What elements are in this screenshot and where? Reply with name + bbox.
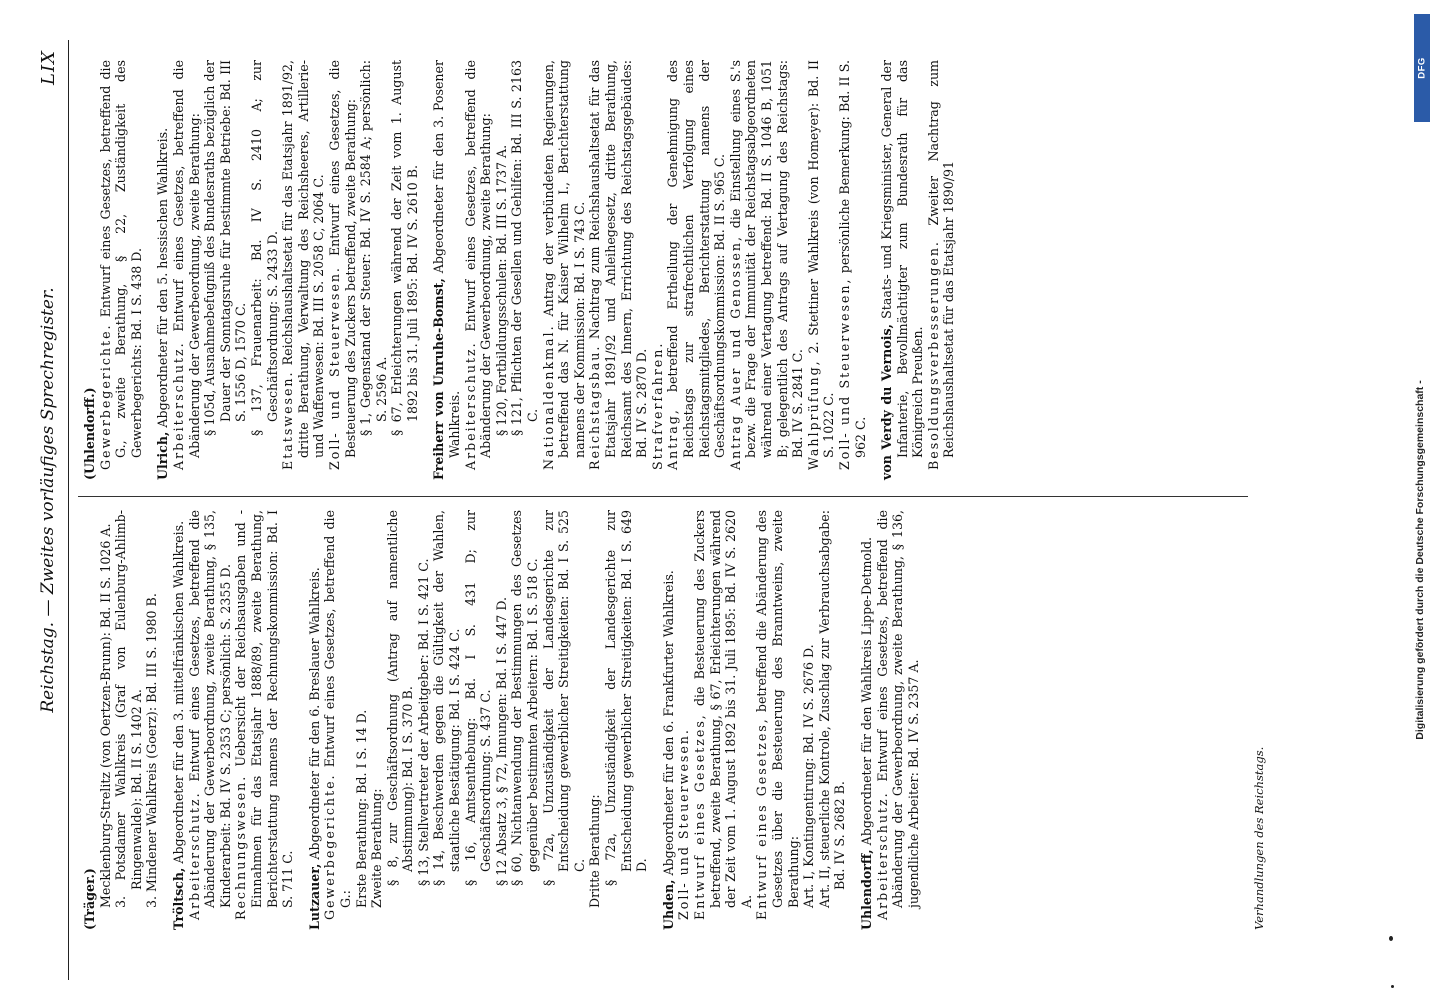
reference-text: Zweite Berathung: xyxy=(369,788,385,908)
reference-text: § 14, Beschwerden gegen die Gültigkeit der Wahlen, staatliche Bestätigung: Bd. I S. 424 C. xyxy=(431,510,463,886)
scan-speck xyxy=(1391,985,1394,988)
reference-text: Art. II, steuerliche Kontrole, Zuschlag zur Verbrauchsabgabe: Bd. IV S. 2682 B. xyxy=(816,510,848,908)
reference-line xyxy=(587,510,603,930)
topic-line xyxy=(233,510,295,930)
topic-title: Arbeiterschutz. xyxy=(170,341,186,470)
dfg-logo xyxy=(1414,14,1430,122)
reference-text: Uebersicht der Reichsausgaben und -Einnahmen für das Etatsjahr 1888/89, zweite Berathung, Berichterstattung namens der Rechnungskommission: Bd. I S. 711 C. xyxy=(233,510,296,908)
topic-title: Etatswesen. xyxy=(280,370,296,470)
topic-title: Gewerbegerichte. xyxy=(97,323,113,470)
register-entry xyxy=(171,510,296,930)
entry-heading xyxy=(431,60,462,480)
reference-text: betreffend die Abänderung des Gesetzes über die Besteuerung des Branntweins, zweite Berathung: xyxy=(754,510,801,908)
reference-line xyxy=(385,510,416,930)
topic-line xyxy=(875,510,922,930)
reference-text: 3. Mindener Wahlkreis (Goerz): Bd. III S. 1980 B. xyxy=(144,593,160,908)
topic-line xyxy=(754,510,801,930)
reference-text: 2. Stettiner Wahlkreis (von Homeyer): Bd. II S. 1022 C. xyxy=(805,60,837,458)
entry-heading xyxy=(661,510,677,930)
reference-text: § 12 Absatz 3, § 72, Innungen: Bd. I S. 447 D. xyxy=(493,597,509,886)
reference-text: betreffend Ertheilung der Genehmigung des Reichstags zur strafrechtlichen Verfolgung eines Reichstagsmitgliedes, Berichterstattung namens der Geschäftsordnungskommission: Bd. II S. 965 C. xyxy=(665,60,728,458)
reference-line xyxy=(463,510,494,930)
speaker-name: (Uhlendorff.) xyxy=(82,387,97,480)
reference-text: die Einstellung eines S.'s bezw. die Frage der Immunität der Reichstagsabgeordneten während einer Vertagung betreffend: Bd. II S. 1046 B, 1051 B; gelegentlich des Antrags auf Vertagung des Reichstags: Bd. IV S. 2841 C. xyxy=(727,60,806,458)
reference-text: § 105d, Ausnahmebefugniß des Bundesraths bezüglich der Dauer der Sonntagsruhe für bestimmte Betriebe: Bd. III S. 1556 D, 1570 C. xyxy=(202,60,249,436)
reference-text: Entwurf eines Gesetzes, betreffend die G.: xyxy=(322,510,353,908)
reference-text: Entwurf eines Gesetzes, die Besteuerung des Zuckers betreffend, zweite Berathung: xyxy=(326,59,358,458)
topic-line xyxy=(463,60,494,480)
topic-title: Zoll- und Steuerwesen. xyxy=(676,728,692,920)
topic-line xyxy=(98,60,145,480)
right-column xyxy=(82,60,968,480)
reference-line xyxy=(389,60,420,480)
reference-line xyxy=(416,510,432,930)
speaker-name: Uhlendorff, xyxy=(858,849,874,930)
reference-line xyxy=(431,510,462,930)
topic-title: Zoll- und Steuerwesen. xyxy=(326,266,342,470)
topic-line xyxy=(837,60,868,480)
reference-line xyxy=(369,510,385,930)
reference-text: Zweiter Nachtrag zum Reichshaushaltsetat für das Etatsjahr 1890/91 xyxy=(925,60,957,458)
topic-title: Antrag, xyxy=(665,408,681,470)
register-entry xyxy=(859,510,921,930)
topic-line xyxy=(322,510,353,930)
entry-heading xyxy=(155,60,171,480)
speaker-description: Staats- und Kriegsminister, General der Infanterie, Bevollmächtigter zum Bundesrath für das Königreich Preußen. xyxy=(879,60,926,458)
reference-text: Nachtrag zum Reichshaushaltsetat für das Etatsjahr 1891/92 und Anleihegesetz, dritte Berathung, Reichsamt des Innern, Errichtung des Reichstagsgebäudes: Bd. IV S. 2870 D. xyxy=(587,60,650,458)
topic-title: Arbeiterschutz. xyxy=(186,791,202,920)
speaker-description: Abgeordneter für den 5. hessischen Wahlkreis. xyxy=(155,127,171,432)
topic-line xyxy=(806,60,837,480)
reference-text: § 13, Stellvertreter der Arbeitgeber: Bd. I S. 421 C. xyxy=(415,558,431,886)
topic-line xyxy=(280,60,327,480)
reference-line xyxy=(144,510,160,930)
topic-line xyxy=(587,60,649,480)
credit-text: Digitalisierung gefördert durch die Deutsche Forschungsgemeinschaft - xyxy=(1414,380,1426,740)
column-divider xyxy=(78,496,1248,497)
reference-text: 3. Potsdamer Wahlkreis (Graf von Eulenburg-Ahlimb-Ringenwalde): Bd. II S. 1402 A. xyxy=(113,510,144,908)
reference-line xyxy=(817,510,848,930)
speaker-name: Ulrich, xyxy=(155,431,171,480)
topic-title: Besoldungsverbesserungen. xyxy=(925,240,941,470)
register-entry xyxy=(82,510,160,930)
topic-title: Antrag Auer und Genossen, xyxy=(727,235,743,470)
reference-line xyxy=(494,510,510,930)
register-entry xyxy=(431,60,868,480)
speaker-description: Abgeordneter für den 3. mittelfränkischen Wahlkreis. xyxy=(170,520,186,868)
topic-title: Nationaldenkmal. xyxy=(540,324,556,470)
reference-text: Entwurf eines Gesetzes, betreffend die G., zweite Berathung, § 22, Zuständigkeit des Gewerbegerichts: Bd. I S. 438 D. xyxy=(97,60,144,458)
reference-text: § 1, Gegenstand der Steuer: Bd. IV S. 2584 A; persönlich: S. 2596 A. xyxy=(358,60,389,436)
page-number: LIX xyxy=(38,50,59,85)
entry-heading xyxy=(82,510,98,930)
digitization-credit xyxy=(1408,130,1432,990)
speaker-name: Tröltsch, xyxy=(170,867,186,930)
topic-line xyxy=(650,60,666,480)
speaker-name: (Träger.) xyxy=(82,868,97,930)
reference-text: § 16, Amtsenthebung: Bd. I S. 431 D; zur Geschäftsordnung: S. 437 C. xyxy=(462,510,494,886)
topic-line xyxy=(926,60,957,480)
reference-text: § 72a, Unzuständigkeit der Landesgerichte zur Entscheidung gewerblicher Streitigkeiten: Bd. I S. 525 C. xyxy=(540,510,587,886)
entry-heading xyxy=(171,510,187,930)
topic-line xyxy=(676,510,692,930)
topic-title: Reichstagsbau. xyxy=(587,344,603,470)
reference-text: Erste Berathung: Bd. I S. 14 D. xyxy=(353,709,369,908)
reference-line xyxy=(509,510,540,930)
reference-text: Antrag der verbündeten Regierungen, betreffend das N. für Kaiser Wilhelm I., Berichterstattung namens der Kommission: Bd. I S. 743 C. xyxy=(540,60,587,458)
reference-line xyxy=(354,510,370,930)
speaker-description: Abgeordneter für den Wahlkreis Lippe-Detmold. xyxy=(858,536,874,850)
reference-text: § 8, zur Geschäftsordnung (Antrag auf namentliche Abstimmung): Bd. I S. 370 B. xyxy=(384,510,416,886)
register-entry xyxy=(661,510,848,930)
register-entry xyxy=(82,60,144,480)
topic-title: Strafverfahren. xyxy=(649,341,665,470)
reference-text: die Besteuerung des Zuckers betreffend, zweite Berathung, § 67, Erleichterungen während der Zeit vom 1. August 1892 bis 31. Juli 1895: Bd. IV S. 2620 A. xyxy=(691,510,754,908)
topic-line xyxy=(728,60,806,480)
reference-text: § 72a, Unzuständigkeit der Landesgerichte zur Entscheidung gewerblicher Streitigkeiten: Bd. I S. 649 D. xyxy=(603,510,650,886)
reference-text: § 120, Fortbildungsschulen: Bd. III S. 1737 A. xyxy=(493,144,509,436)
reference-text: Dritte Berathung: xyxy=(587,794,603,908)
topic-line xyxy=(187,510,234,930)
topic-title: Arbeiterschutz. xyxy=(874,791,890,920)
topic-title: Gewerbegerichte. xyxy=(322,773,338,920)
dfg-logo-text: DFG xyxy=(1416,57,1428,79)
reference-text: Entwurf eines Gesetzes, betreffend die Abänderung der Gewerbeordnung, zweite Berathung: xyxy=(170,60,202,458)
speaker-description: Abgeordneter für den 6. Frankfurter Wahlkreis. xyxy=(660,570,676,880)
reference-text: persönliche Bemerkung: Bd. II S. 962 C. xyxy=(836,60,868,458)
speaker-description: Abgeordneter für den 3. Posener Wahlkreis. xyxy=(431,60,463,458)
reference-line xyxy=(494,60,510,480)
register-entry xyxy=(879,60,957,480)
entry-heading xyxy=(82,60,98,480)
reference-line xyxy=(249,60,280,480)
speaker-name: von Verdy du Vernois, xyxy=(879,324,895,480)
footnote: Verhandlungen des Reichstags. xyxy=(1252,746,1266,930)
reference-text: Art. I, Kontingentirung: Bd. IV S. 2676 D. xyxy=(801,644,817,908)
reference-line xyxy=(98,510,114,930)
reference-text: § 137, Frauenarbeit: Bd. IV S. 2410 A; zur Geschäftsordnung: S. 2433 D. xyxy=(248,60,280,436)
entry-heading xyxy=(859,510,875,930)
register-entry xyxy=(307,510,650,930)
reference-line xyxy=(541,510,588,930)
reference-text: § 121, Pflichten der Gesellen und Gehilfen: Bd. III S. 2163 C. xyxy=(509,60,541,436)
reference-text: Reichshaushaltsetat für das Etatsjahr 1891/92, dritte Berathung, Verwaltung des Reichsheeres, Artillerie- und Waffenwesen: Bd. III S. 2058 C, 2064 C. xyxy=(280,60,327,458)
speaker-name: Freiherr von Unruhe-Bomst, xyxy=(431,278,447,480)
topic-title: Zoll- und Steuerwesen, xyxy=(836,277,852,470)
topic-line xyxy=(171,60,202,480)
topic-line xyxy=(692,510,754,930)
reference-line xyxy=(603,510,650,930)
reference-text: Entwurf eines Gesetzes, betreffend die Abänderung der Gewerbeordnung, zweite Berathung, § 135, Kinderarbeit: Bd. IV S. 2353 C; persönlich: S. 2355 D. xyxy=(186,510,233,908)
speaker-description: Abgeordneter für den 6. Breslauer Wahlkreis. xyxy=(306,567,322,864)
topic-title: Wahlprüfung, xyxy=(805,359,821,470)
reference-text: § 60, Nichtanwendung der Bestimmungen des Gesetzes gegenüber bestimmten Arbeitern: Bd. I S. 518 C. xyxy=(509,510,541,886)
topic-line xyxy=(665,60,727,480)
reference-text: § 67, Erleichterungen während der Zeit vom 1. August 1892 bis 31. Juli 1895: Bd. IV S. 2610 B. xyxy=(389,60,420,436)
reference-text: Mecklenburg-Strelitz (von Oertzen-Brunn): Bd. II S. 1026 A. xyxy=(97,523,113,908)
reference-line xyxy=(509,60,540,480)
topic-line xyxy=(541,60,588,480)
running-head: Reichstag. — Zweites vorläufiges Sprechregister. xyxy=(38,287,58,713)
speaker-name: Uhden, xyxy=(660,879,676,930)
entry-heading xyxy=(879,60,926,480)
topic-title: Arbeiterschutz. xyxy=(462,341,478,470)
speaker-name: Lutzauer, xyxy=(306,863,322,930)
reference-line xyxy=(358,60,389,480)
reference-text: Entwurf eines Gesetzes, betreffend die Abänderung der Gewerbeordnung, zweite Berathung, § 136, jugendliche Arbeiter: Bd. IV S. 2357 A. xyxy=(874,510,921,908)
topic-line xyxy=(327,60,358,480)
topic-title: Entwurf eines Gesetzes, xyxy=(754,717,770,920)
header-rule xyxy=(68,40,69,980)
reference-line xyxy=(202,60,249,480)
register-entry xyxy=(155,60,420,480)
reference-text: Entwurf eines Gesetzes, betreffend die Abänderung der Gewerbeordnung, zweite Berathung: xyxy=(462,60,494,458)
scan-speck xyxy=(1389,936,1393,941)
reference-line xyxy=(113,510,144,930)
left-column xyxy=(82,510,932,930)
entry-heading xyxy=(307,510,323,930)
topic-title: Entwurf eines Gesetzes, xyxy=(691,713,707,920)
reference-line xyxy=(801,510,817,930)
topic-title: Rechnungswesen. xyxy=(233,774,249,920)
